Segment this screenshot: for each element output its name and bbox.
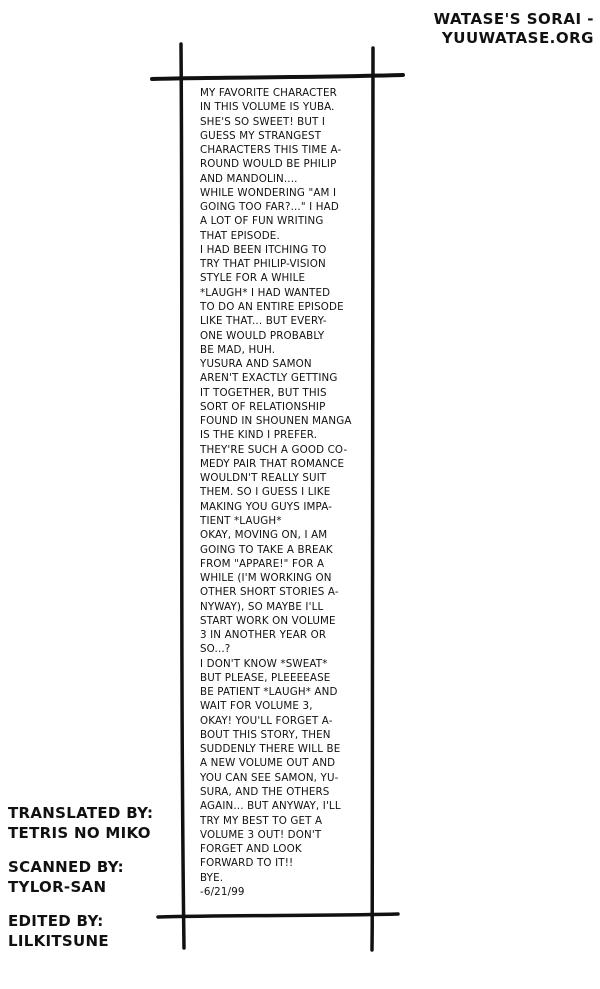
credit-translator xyxy=(8,803,188,843)
note-line: ONE WOULD PROBABLY xyxy=(200,329,325,342)
note-line: -6/21/99 xyxy=(200,885,245,898)
note-line: FORGET AND LOOK xyxy=(200,843,302,856)
note-line: VOLUME 3 OUT! DON'T xyxy=(200,828,322,841)
note-line: WAIT FOR VOLUME 3, xyxy=(200,700,313,713)
note-line: SHE'S SO SWEET! BUT I xyxy=(200,115,326,128)
note-line: FOUND IN SHOUNEN MANGA xyxy=(200,415,352,428)
note-line: MY FAVORITE CHARACTER xyxy=(200,87,337,99)
credit-name: LILKITSUNE xyxy=(8,932,109,950)
note-line: I HAD BEEN ITCHING TO xyxy=(200,243,327,256)
note-line: TIENT *LAUGH* xyxy=(200,514,282,527)
credit-name: TETRIS NO MIKO xyxy=(8,824,151,842)
credits xyxy=(8,803,188,965)
note-line: THEY'RE SUCH A GOOD CO- xyxy=(200,443,348,456)
note-line: START WORK ON VOLUME xyxy=(200,614,336,627)
note-line: SO...? xyxy=(200,643,231,656)
note-line: BUT PLEASE, PLEEEEASE xyxy=(200,671,331,684)
note-line: A LOT OF FUN WRITING xyxy=(200,215,324,228)
note-line: SURA, AND THE OTHERS xyxy=(200,786,330,799)
note-line: WHILE (I'M WORKING ON xyxy=(200,572,332,585)
credit-label: EDITED BY: xyxy=(8,912,104,930)
note-line: SUDDENLY THERE WILL BE xyxy=(200,743,341,756)
frame-bottom-line xyxy=(158,914,398,917)
note-line: FORWARD TO IT!! xyxy=(200,857,294,870)
note-line: MAKING YOU GUYS IMPA- xyxy=(200,500,333,513)
note-line: STYLE FOR A WHILE xyxy=(200,272,306,285)
site-credit-line: WATASE'S SORAI - xyxy=(433,10,594,28)
note-line: TRY THAT PHILIP-VISION xyxy=(200,258,326,271)
credit-editor xyxy=(8,911,188,951)
note-line: GOING TOO FAR?..." I HAD xyxy=(200,201,339,214)
note-line: AGAIN... BUT ANYWAY, I'LL xyxy=(200,800,341,813)
frame-top-line xyxy=(152,75,403,79)
note-line: NYWAY), SO MAYBE I'LL xyxy=(200,600,324,613)
credit-label: SCANNED BY: xyxy=(8,858,124,876)
note-line: 3 IN ANOTHER YEAR OR xyxy=(200,629,327,642)
note-line: *LAUGH* I HAD WANTED xyxy=(200,286,331,299)
note-line: TRY MY BEST TO GET A xyxy=(200,814,323,827)
note-line: YOU CAN SEE SAMON, YU- xyxy=(200,771,339,784)
note-line: ROUND WOULD BE PHILIP xyxy=(200,158,337,171)
credit-label: TRANSLATED BY: xyxy=(8,804,154,822)
note-line: OTHER SHORT STORIES A- xyxy=(200,586,339,599)
note-line: CHARACTERS THIS TIME A- xyxy=(200,144,342,157)
note-line: GUESS MY STRANGEST xyxy=(200,129,322,142)
site-credit-url: YUUWATASE.ORG xyxy=(441,29,594,47)
credit-name: TYLOR-SAN xyxy=(8,878,107,896)
author-note xyxy=(200,86,378,899)
note-line: OKAY, MOVING ON, I AM xyxy=(200,529,328,542)
note-line: BE PATIENT *LAUGH* AND xyxy=(200,686,338,699)
note-line: A NEW VOLUME OUT AND xyxy=(200,757,336,770)
note-line: MEDY PAIR THAT ROMANCE xyxy=(200,457,345,470)
note-line: TO DO AN ENTIRE EPISODE xyxy=(200,300,344,313)
note-line: SORT OF RELATIONSHIP xyxy=(200,400,326,413)
note-line: THEM. SO I GUESS I LIKE xyxy=(200,486,331,499)
note-line: FROM "APPARE!" FOR A xyxy=(200,557,325,570)
note-line: IN THIS VOLUME IS YUBA. xyxy=(200,101,335,114)
note-line: THAT EPISODE. xyxy=(200,229,280,242)
note-line: BOUT THIS STORY, THEN xyxy=(200,728,331,741)
note-line: BE MAD, HUH. xyxy=(200,343,276,356)
note-line: WOULDN'T REALLY SUIT xyxy=(200,472,327,485)
note-line: YUSURA AND SAMON xyxy=(200,358,312,371)
note-line: IT TOGETHER, BUT THIS xyxy=(200,386,327,399)
note-line: LIKE THAT... BUT EVERY- xyxy=(200,315,327,328)
note-line: IS THE KIND I PREFER. xyxy=(200,429,318,442)
note-line: AREN'T EXACTLY GETTING xyxy=(200,372,338,385)
credit-scanner xyxy=(8,857,188,897)
note-line: GOING TO TAKE A BREAK xyxy=(200,543,333,556)
note-line: I DON'T KNOW *SWEAT* xyxy=(200,657,328,670)
note-line: OKAY! YOU'LL FORGET A- xyxy=(200,714,333,727)
note-line: AND MANDOLIN.... xyxy=(200,172,298,185)
note-line: WHILE WONDERING "AM I xyxy=(200,186,337,199)
note-line: BYE. xyxy=(200,871,224,884)
